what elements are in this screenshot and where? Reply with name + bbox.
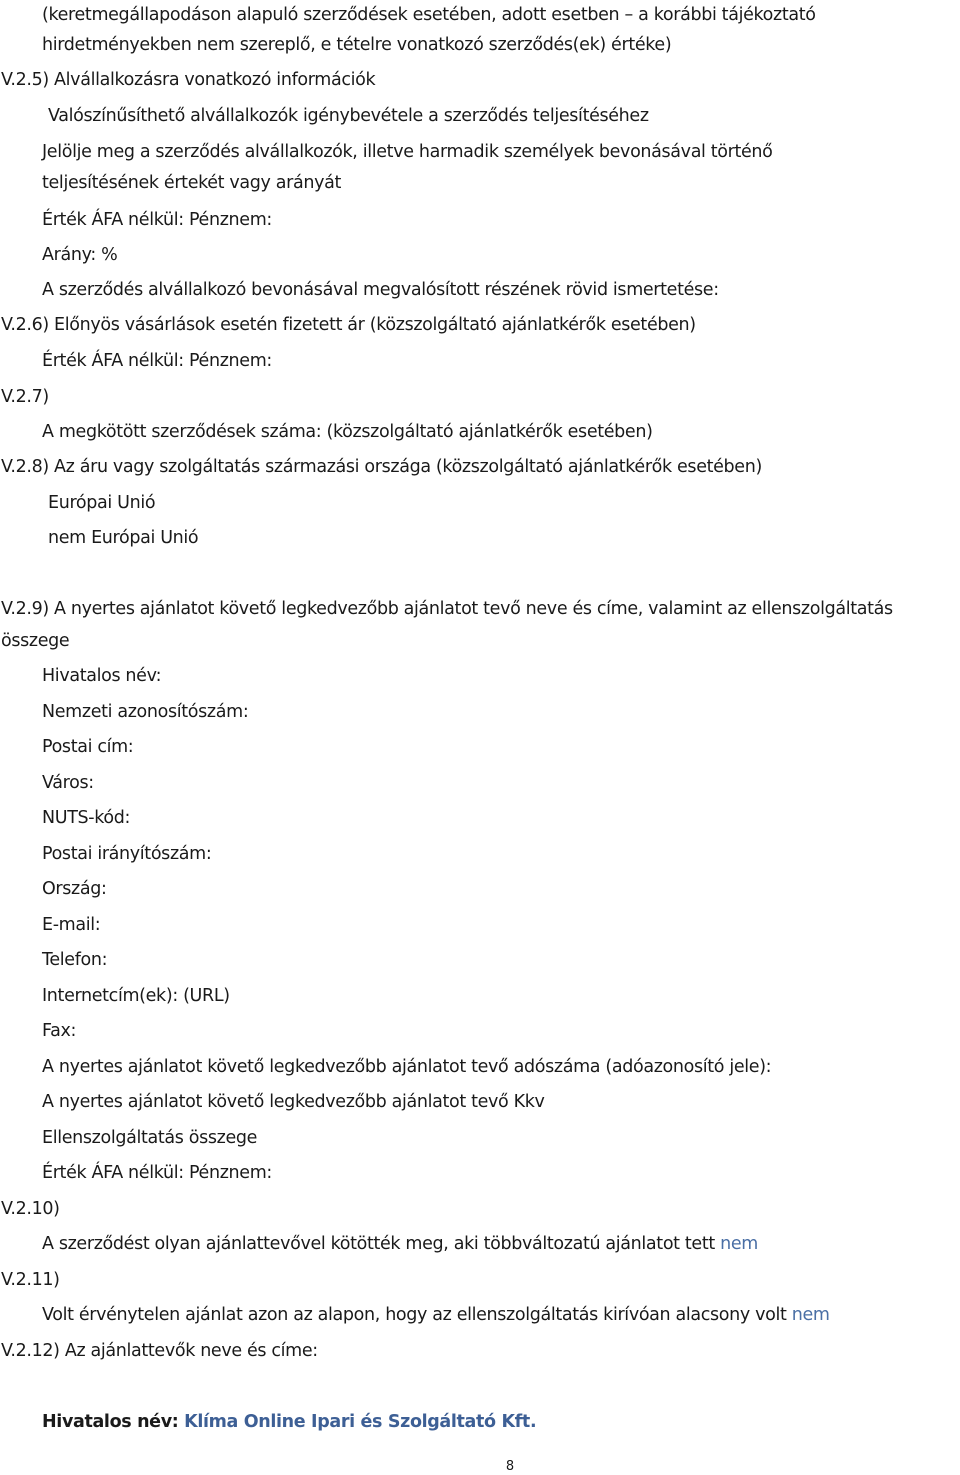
text-line: Jelölje meg a szerződés alvállalkozók, illetve harmadik személyek bevonásával történő (42, 142, 773, 162)
section-heading: V.2.9) A nyertes ajánlatot követő legkedvezőbb ajánlatot tevő neve és címe, valamint az ellenszolgáltatás (1, 599, 893, 619)
question-text: Volt érvénytelen ajánlat azon az alapon, hogy az ellenszolgáltatás kirívóan alacsony volt (42, 1305, 792, 1325)
field-label: Érték ÁFA nélkül: Pénznem: (42, 351, 272, 371)
text-line: hirdetményekben nem szereplő, e tételre vonatkozó szerződés(ek) értéke) (42, 35, 672, 55)
text-line: teljesítésének értekét vagy arányát (42, 173, 341, 193)
field-label: Internetcím(ek): (URL) (42, 986, 230, 1006)
section-heading: V.2.5) Alvállalkozásra vonatkozó információk (1, 70, 376, 90)
question-text: A szerződést olyan ajánlattevővel kötötték meg, aki többváltozatú ajánlatot tett (42, 1234, 721, 1254)
field-label: Postai cím: (42, 737, 134, 757)
text-line: összege (1, 631, 70, 651)
text-line: A szerződés alvállalkozó bevonásával megvalósított részének rövid ismertetése: (42, 280, 719, 300)
official-name-label: Hivatalos név: (42, 1412, 185, 1432)
official-name-line (42, 1411, 536, 1433)
option-text: Európai Unió (48, 493, 156, 513)
field-label: Postai irányítószám: (42, 844, 212, 864)
field-label: A nyertes ajánlatot követő legkedvezőbb ajánlatot tevő adószáma (adóazonosító jele): (42, 1057, 772, 1077)
field-label: Ország: (42, 879, 107, 899)
text-line: Valószínűsíthető alvállalkozók igénybevétele a szerződés teljesítéséhez (48, 106, 649, 126)
field-label: Hivatalos név: (42, 666, 162, 686)
field-label: Érték ÁFA nélkül: Pénznem: (42, 1163, 272, 1183)
page-number: 8 (505, 1459, 515, 1474)
field-label: A nyertes ajánlatot követő legkedvezőbb ajánlatot tevő Kkv (42, 1092, 545, 1112)
field-label: NUTS-kód: (42, 808, 131, 828)
text-line: A megkötött szerződések száma: (közszolgáltató ajánlatkérők esetében) (42, 422, 653, 442)
section-heading: V.2.12) Az ajánlattevők neve és címe: (1, 1341, 318, 1361)
field-label: Ellenszolgáltatás összege (42, 1128, 258, 1148)
field-label: Érték ÁFA nélkül: Pénznem: (42, 210, 272, 230)
text-line: (keretmegállapodáson alapuló szerződések esetében, adott esetben – a korábbi tájékoztató (42, 5, 816, 25)
field-label: Nemzeti azonosítószám: (42, 702, 249, 722)
question-line (42, 1304, 830, 1326)
option-text: nem Európai Unió (48, 528, 199, 548)
field-label: Fax: (42, 1021, 77, 1041)
field-label: Város: (42, 773, 94, 793)
section-heading: V.2.10) (1, 1199, 60, 1219)
section-heading: V.2.7) (1, 387, 49, 407)
official-name-value: Klíma Online Ipari és Szolgáltató Kft. (184, 1412, 537, 1432)
question-line (42, 1233, 758, 1255)
section-heading: V.2.6) Előnyös vásárlások esetén fizetett ár (közszolgáltató ajánlatkérők esetében) (1, 315, 696, 335)
section-heading: V.2.11) (1, 1270, 60, 1290)
field-label: E-mail: (42, 915, 101, 935)
answer-value: nem (720, 1234, 758, 1254)
answer-value: nem (791, 1305, 830, 1325)
field-label: Arány: % (42, 245, 118, 265)
field-label: Telefon: (42, 950, 108, 970)
section-heading: V.2.8) Az áru vagy szolgáltatás származási országa (közszolgáltató ajánlatkérők esetében) (1, 457, 762, 477)
